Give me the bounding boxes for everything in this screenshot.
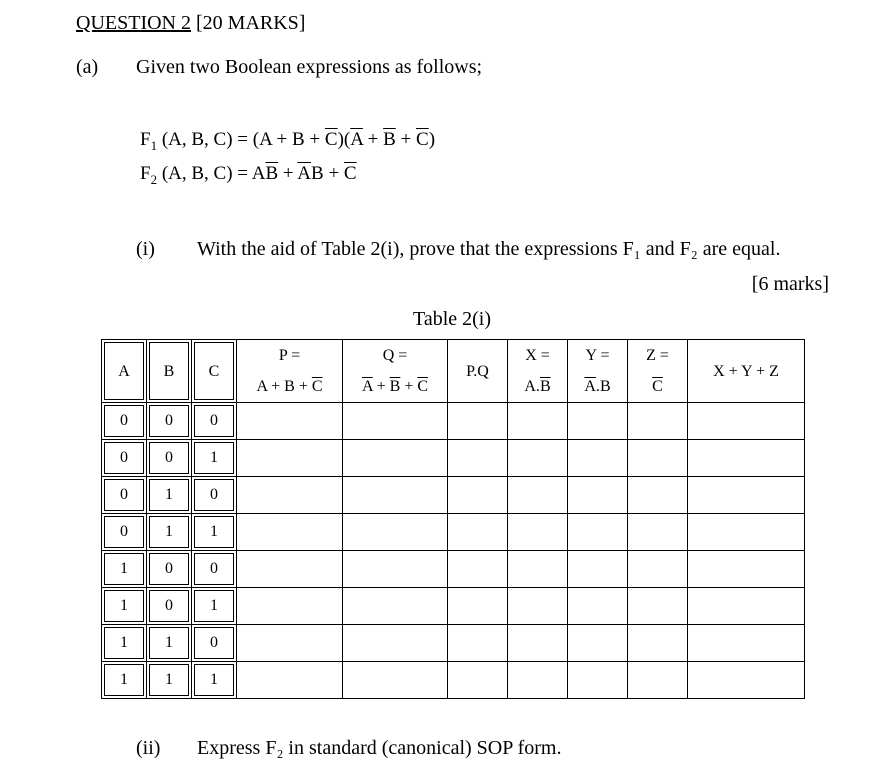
input-cell: 0 <box>147 551 192 588</box>
answer-cell[interactable] <box>237 662 343 699</box>
table-row <box>102 551 805 588</box>
answer-cell[interactable] <box>237 551 343 588</box>
truth-table <box>101 339 805 699</box>
f1-expression: $F_1$ (A, B, $C) = (A + B + \overline{C})(\overline{A} + \overline{B} + \overline{C})$ <box>140 129 436 153</box>
part-a-label: (a) <box>76 56 99 78</box>
answer-cell[interactable] <box>448 440 508 477</box>
answer-cell[interactable] <box>237 403 343 440</box>
part-i-marks: [6 marks] <box>751 273 829 295</box>
header-b: B <box>147 340 192 403</box>
answer-cell[interactable] <box>628 662 688 699</box>
table-row <box>102 662 805 699</box>
answer-cell[interactable] <box>628 514 688 551</box>
answer-cell[interactable] <box>448 588 508 625</box>
answer-cell[interactable] <box>568 551 628 588</box>
table-caption: Table 2(i) <box>413 308 492 330</box>
answer-cell[interactable] <box>688 514 805 551</box>
answer-cell[interactable] <box>568 440 628 477</box>
header-pq: P.Q <box>448 340 508 403</box>
answer-cell[interactable] <box>508 440 568 477</box>
answer-cell[interactable] <box>448 625 508 662</box>
answer-cell[interactable] <box>448 662 508 699</box>
header-a: A <box>102 340 147 403</box>
question-heading <box>76 12 305 35</box>
header-c: C <box>192 340 237 403</box>
answer-cell[interactable] <box>688 403 805 440</box>
input-cell: 0 <box>102 477 147 514</box>
answer-cell[interactable] <box>343 662 448 699</box>
input-cell: 0 <box>147 588 192 625</box>
part-ii-label: (ii) <box>136 737 161 759</box>
question-label: QUESTION 2 <box>76 12 191 34</box>
input-cell: 1 <box>102 625 147 662</box>
answer-cell[interactable] <box>688 551 805 588</box>
input-cell: 1 <box>102 662 147 699</box>
header-p: P = $A + B + \overline{C}$ <box>237 340 343 403</box>
answer-cell[interactable] <box>343 477 448 514</box>
answer-cell[interactable] <box>628 403 688 440</box>
table-row <box>102 514 805 551</box>
table-body <box>102 403 805 699</box>
input-cell: 1 <box>102 588 147 625</box>
answer-cell[interactable] <box>628 625 688 662</box>
header-q: Q = $\overline{A} + \overline{B} + \overline{C}$ <box>343 340 448 403</box>
table-row <box>102 588 805 625</box>
input-cell: 0 <box>192 477 237 514</box>
answer-cell[interactable] <box>568 588 628 625</box>
table-row <box>102 625 805 662</box>
answer-cell[interactable] <box>508 551 568 588</box>
input-cell: 1 <box>147 625 192 662</box>
input-cell: 0 <box>192 403 237 440</box>
input-cell: 0 <box>102 403 147 440</box>
answer-cell[interactable] <box>448 477 508 514</box>
answer-cell[interactable] <box>688 625 805 662</box>
input-cell: 1 <box>147 477 192 514</box>
header-z: Z = $\overline{C}$ <box>628 340 688 403</box>
f2-expression: $F_2$ (A, B, $C) = A\overline{B} + \overline{A}B + \overline{C}$ <box>140 163 357 187</box>
table-header-row <box>102 340 805 403</box>
part-i-label: (i) <box>136 238 155 260</box>
answer-cell[interactable] <box>568 625 628 662</box>
answer-cell[interactable] <box>448 514 508 551</box>
answer-cell[interactable] <box>568 403 628 440</box>
question-marks: [20 MARKS] <box>196 12 306 34</box>
table-row <box>102 403 805 440</box>
input-cell: 1 <box>192 662 237 699</box>
table-row <box>102 477 805 514</box>
input-cell: 0 <box>102 514 147 551</box>
input-cell: 0 <box>147 440 192 477</box>
answer-cell[interactable] <box>688 662 805 699</box>
header-x: X = $A.\overline{B}$ <box>508 340 568 403</box>
answer-cell[interactable] <box>508 403 568 440</box>
answer-cell[interactable] <box>688 440 805 477</box>
input-cell: 1 <box>192 514 237 551</box>
answer-cell[interactable] <box>448 551 508 588</box>
input-cell: 1 <box>192 588 237 625</box>
answer-cell[interactable] <box>568 514 628 551</box>
answer-cell[interactable] <box>628 588 688 625</box>
answer-cell[interactable] <box>237 477 343 514</box>
answer-cell[interactable] <box>343 440 448 477</box>
part-i-text: With the aid of Table 2(i), prove that the expressions F₁ and F₂ are equal. <box>197 238 781 260</box>
answer-cell[interactable] <box>343 403 448 440</box>
answer-cell[interactable] <box>688 477 805 514</box>
header-y: Y = $\overline{A}.B$ <box>568 340 628 403</box>
input-cell: 1 <box>102 551 147 588</box>
answer-cell[interactable] <box>343 625 448 662</box>
answer-cell[interactable] <box>237 514 343 551</box>
answer-cell[interactable] <box>628 551 688 588</box>
answer-cell[interactable] <box>508 588 568 625</box>
answer-cell[interactable] <box>688 588 805 625</box>
input-cell: 0 <box>147 403 192 440</box>
table-row <box>102 440 805 477</box>
answer-cell[interactable] <box>237 588 343 625</box>
part-a-intro: Given two Boolean expressions as follows; <box>136 56 483 78</box>
answer-cell[interactable] <box>448 403 508 440</box>
header-sum: X + Y + Z <box>688 340 805 403</box>
answer-cell[interactable] <box>237 625 343 662</box>
answer-cell[interactable] <box>508 514 568 551</box>
input-cell: 1 <box>192 440 237 477</box>
input-cell: 1 <box>147 514 192 551</box>
part-ii-text: Express F₂ in standard (canonical) SOP form. <box>197 737 562 759</box>
answer-cell[interactable] <box>568 662 628 699</box>
answer-cell[interactable] <box>568 477 628 514</box>
input-cell: 0 <box>192 625 237 662</box>
answer-cell[interactable] <box>343 551 448 588</box>
input-cell: 0 <box>102 440 147 477</box>
answer-cell[interactable] <box>628 477 688 514</box>
answer-cell[interactable] <box>343 588 448 625</box>
answer-cell[interactable] <box>508 662 568 699</box>
answer-cell[interactable] <box>237 440 343 477</box>
answer-cell[interactable] <box>628 440 688 477</box>
input-cell: 1 <box>147 662 192 699</box>
answer-cell[interactable] <box>343 514 448 551</box>
input-cell: 0 <box>192 551 237 588</box>
answer-cell[interactable] <box>508 477 568 514</box>
answer-cell[interactable] <box>508 625 568 662</box>
